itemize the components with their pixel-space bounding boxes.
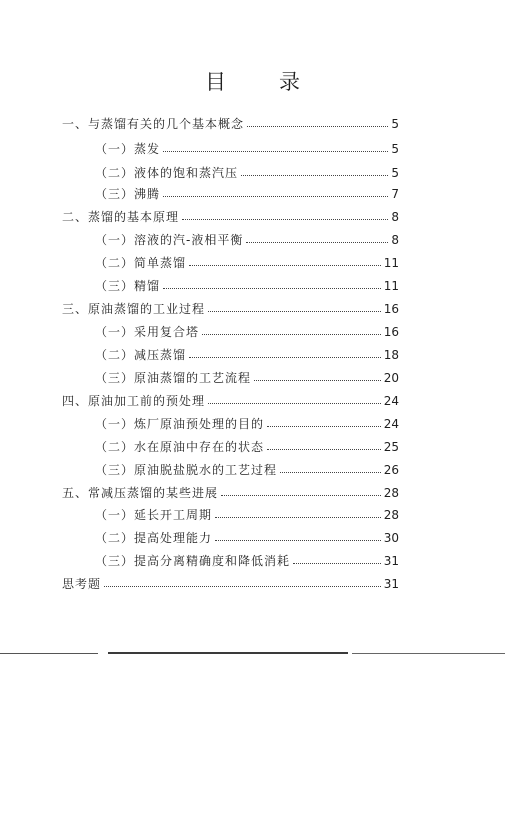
toc-entry-chapter-2[interactable] bbox=[62, 210, 399, 224]
toc-entry-text: （二）水在原油中存在的状态 bbox=[95, 440, 265, 454]
toc-page-number: 24 bbox=[383, 417, 399, 431]
leader-dots bbox=[208, 311, 381, 312]
toc-page-number: 16 bbox=[383, 302, 399, 316]
page-title: 目 录 bbox=[205, 70, 316, 94]
leader-dots bbox=[215, 517, 381, 518]
leader-dots bbox=[247, 126, 388, 127]
toc-entry-text: （三）提高分离精确度和降低消耗 bbox=[95, 554, 291, 568]
leader-dots bbox=[163, 288, 381, 289]
toc-entry-2-3[interactable] bbox=[95, 279, 399, 293]
toc-page-number: 20 bbox=[383, 371, 399, 385]
toc-entry-text: （三）原油脱盐脱水的工艺过程 bbox=[95, 463, 278, 477]
toc-page-number: 5 bbox=[391, 117, 399, 131]
toc-entry-4-3[interactable] bbox=[95, 463, 399, 477]
toc-page-number: 31 bbox=[383, 554, 399, 568]
toc-entry-5-1[interactable] bbox=[95, 508, 399, 522]
leader-dots bbox=[208, 403, 381, 404]
toc-entry-text: （三）沸腾 bbox=[95, 187, 161, 201]
toc-entry-chapter-3[interactable] bbox=[62, 302, 399, 316]
toc-entry-2-2[interactable] bbox=[95, 256, 399, 270]
leader-dots bbox=[280, 472, 381, 473]
toc-entry-text: （二）提高处理能力 bbox=[95, 531, 213, 545]
toc-entry-text: （一）炼厂原油预处理的目的 bbox=[95, 417, 265, 431]
toc-page-number: 5 bbox=[391, 142, 399, 156]
toc-page-number: 16 bbox=[383, 325, 399, 339]
toc-entry-text: （三）精馏 bbox=[95, 279, 161, 293]
toc-entry-text: （二）减压蒸馏 bbox=[95, 348, 187, 362]
toc-entry-4-2[interactable] bbox=[95, 440, 399, 454]
leader-dots bbox=[202, 334, 381, 335]
toc-entry-text: 三、原油蒸馏的工业过程 bbox=[62, 302, 206, 316]
toc-entry-5-2[interactable] bbox=[95, 531, 399, 545]
leader-dots bbox=[293, 563, 381, 564]
toc-entry-5-3[interactable] bbox=[95, 554, 399, 568]
toc-page-number: 11 bbox=[383, 256, 399, 270]
toc-entry-text: （一）溶液的汽-液相平衡 bbox=[95, 233, 244, 247]
toc-entry-review-questions[interactable] bbox=[62, 577, 399, 591]
toc-page-number: 25 bbox=[383, 440, 399, 454]
toc-entry-3-3[interactable] bbox=[95, 371, 399, 385]
toc-page-number: 26 bbox=[383, 463, 399, 477]
toc-entry-1-3[interactable] bbox=[95, 187, 399, 201]
toc-entry-1-2[interactable] bbox=[95, 166, 399, 180]
toc-page-number: 28 bbox=[383, 486, 399, 500]
leader-dots bbox=[221, 495, 381, 496]
toc-entry-2-1[interactable] bbox=[95, 233, 399, 247]
toc-page-number: 30 bbox=[383, 531, 399, 545]
toc-page-number: 18 bbox=[383, 348, 399, 362]
leader-dots bbox=[241, 175, 388, 176]
leader-dots bbox=[189, 357, 381, 358]
toc-entry-3-2[interactable] bbox=[95, 348, 399, 362]
toc-entry-text: （二）液体的饱和蒸汽压 bbox=[95, 166, 239, 180]
toc-entry-3-1[interactable] bbox=[95, 325, 399, 339]
leader-dots bbox=[163, 196, 388, 197]
leader-dots bbox=[246, 242, 388, 243]
page-bottom-rule-left bbox=[0, 653, 98, 654]
toc-entry-text: 思考题 bbox=[62, 577, 102, 591]
leader-dots bbox=[254, 380, 381, 381]
leader-dots bbox=[215, 540, 381, 541]
toc-page-number: 8 bbox=[391, 210, 399, 224]
toc-entry-1-1[interactable] bbox=[95, 142, 399, 156]
leader-dots bbox=[189, 265, 381, 266]
toc-entry-chapter-5[interactable] bbox=[62, 486, 399, 500]
toc-entry-text: 五、常减压蒸馏的某些进展 bbox=[62, 486, 219, 500]
toc-entry-text: 二、蒸馏的基本原理 bbox=[62, 210, 180, 224]
toc-entry-4-1[interactable] bbox=[95, 417, 399, 431]
toc-page-number: 24 bbox=[383, 394, 399, 408]
toc-page-number: 28 bbox=[383, 508, 399, 522]
toc-entry-chapter-4[interactable] bbox=[62, 394, 399, 408]
toc-entry-text: （一）延长开工周期 bbox=[95, 508, 213, 522]
leader-dots bbox=[267, 449, 381, 450]
toc-entry-text: 四、原油加工前的预处理 bbox=[62, 394, 206, 408]
leader-dots bbox=[267, 426, 381, 427]
toc-page-number: 11 bbox=[383, 279, 399, 293]
toc-entry-text: （二）简单蒸馏 bbox=[95, 256, 187, 270]
page-bottom-rule-center bbox=[108, 652, 348, 654]
toc-entry-text: （一）采用复合塔 bbox=[95, 325, 200, 339]
toc-page-number: 8 bbox=[391, 233, 399, 247]
toc-page-number: 7 bbox=[391, 187, 399, 201]
toc-entry-text: 一、与蒸馏有关的几个基本概念 bbox=[62, 117, 245, 131]
toc-entry-text: （三）原油蒸馏的工艺流程 bbox=[95, 371, 252, 385]
toc-page-number: 31 bbox=[383, 577, 399, 591]
toc-entry-text: （一）蒸发 bbox=[95, 142, 161, 156]
leader-dots bbox=[182, 219, 388, 220]
page-bottom-rule-right bbox=[352, 653, 505, 654]
leader-dots bbox=[163, 151, 388, 152]
toc-entry-chapter-1[interactable] bbox=[62, 117, 399, 131]
leader-dots bbox=[104, 586, 381, 587]
toc-page-number: 5 bbox=[391, 166, 399, 180]
